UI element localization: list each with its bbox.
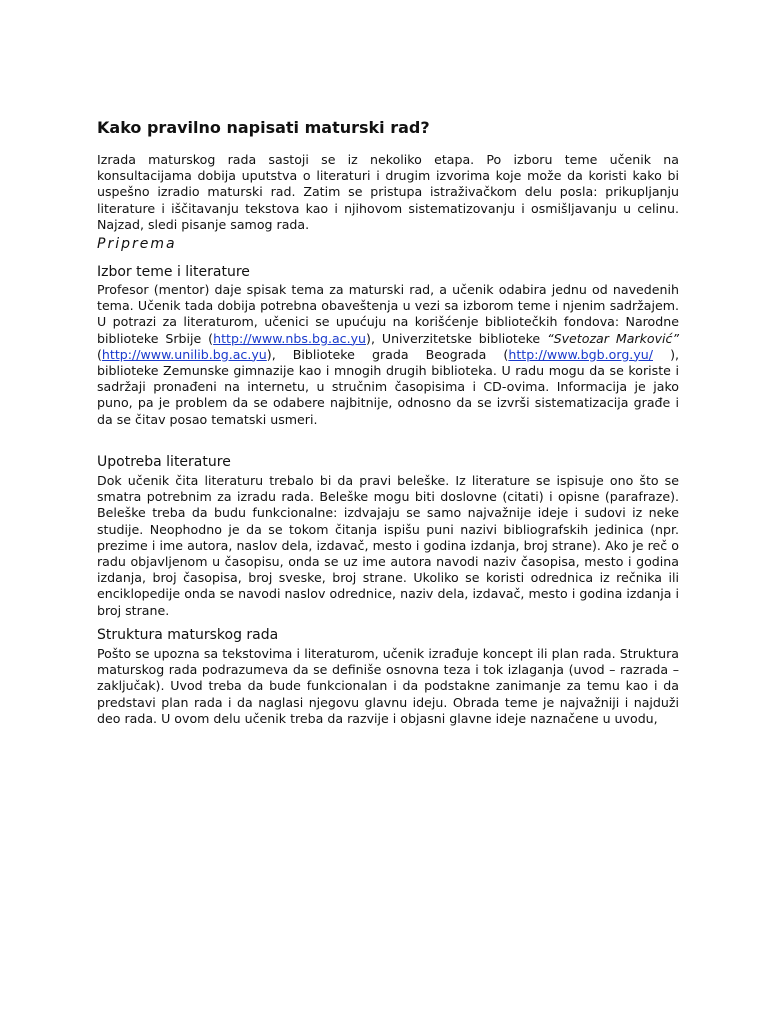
izbor-text-part5: ), biblioteke Zemunske gimnazije kao i mnogih drugih biblioteka. U radu mogu da se koriste i sadržaji pronađeni na internetu, u stručnim časopisima i CD-ovima. Informacija je jako puno, pa je problem da se odabere najbitnije, odnosno da se izvrši sistematizacija građe i da se čitav posao tematski usmeri. (97, 346, 679, 427)
link-unilib[interactable]: http://www.unilib.bg.ac.yu (101, 346, 267, 362)
struktura-paragraph: Pošto se upozna sa tekstovima i literaturom, učenik izrađuje koncept ili plan rada. Struktura maturskog rada podrazumeva da se definiše osnovna teza i tok izlaganja (uvod – razrada – zaključak). Uvod treba da bude funkcionalan i da podstakne zanimanje za temu kao i da predstavi plan rada i da naglasi njegovu glavnu ideju. Obrada teme je najvažniji i najduži deo rada. U ovom delu učenik treba da razvije i objasni glavne ideje naznačene u uvodu, (97, 646, 679, 726)
link-nbs[interactable]: http://www.nbs.bg.ac.yu (213, 330, 367, 346)
izbor-text-part2: ), Univerzitetske biblioteke (366, 330, 548, 346)
izbor-text-part4: ), Biblioteke grada Beograda ( (266, 346, 509, 362)
izbor-paragraph (97, 282, 679, 428)
heading-izbor-teme: Izbor teme i literature (97, 264, 250, 280)
izbor-block (97, 282, 679, 428)
struktura-block (97, 646, 679, 727)
upotreba-paragraph: Dok učenik čita literaturu trebalo bi da pravi beleške. Iz literature se ispisuje ono što se smatra potrebnim za izradu rada. Beleške mogu biti doslovne (citati) i opisne (parafraze). Beleške treba da budu funkcionalne: izdvajaju se samo najvažnije ideje i sudovi iz neke studije. Neophodno je da se tokom čitanja ispišu puni nazivi bibliografskih jedinica (npr. prezime i ime autora, naslov dela, izdavač, mesto i godina izdanja, broj strane). Ako je reč o radu objavljenom u časopisu, onda se uz ime autora navodi naziv časopisa, mesto i godina izdanja, broj časopisa, broj sveske, broj strane. Ukoliko se koristi odrednica iz rečnika ili enciklopedije onda se navodi naslov odrednice, naziv dela, izdavač, mesto i godina izdanja i broj strane. (97, 473, 679, 618)
izbor-text-part1: Profesor (mentor) daje spisak tema za maturski rad, a učenik odabira jednu od navedenih tema. Učenik tada dobija potrebna obaveštenja u vezi sa izborom teme i njenim sadržajem. U potrazi za literaturom, učenici se upućuju na korišćenje bibliotečkih fondova: Narodne biblioteke Srbije ( (97, 282, 679, 346)
intro-block (97, 152, 679, 233)
intro-paragraph: Izrada maturskog rada sastoji se iz nekoliko etapa. Po izboru teme učenik na konsultacijama dobija uputstva o literaturi i drugim izvorima koje može da koristi kako bi uspešno izradio maturski rad. Zatim se pristupa istraživačkom delu posla: prikupljanju literature i iščitavanju tekstova kao i njihovom sistematizovanju i osmišljavanju u celinu. Najzad, sledi pisanje samog rada. (97, 152, 679, 232)
upotreba-block (97, 473, 679, 619)
section-heading-priprema: Priprema (97, 236, 177, 252)
heading-struktura: Struktura maturskog rada (97, 627, 279, 643)
page-title: Kako pravilno napisati maturski rad? (97, 118, 430, 137)
library-name-svetozar: “Svetozar Marković” (547, 330, 679, 346)
izbor-text-part3: ( (97, 346, 102, 362)
link-bgb[interactable]: http://www.bgb.org.yu/ (508, 346, 653, 362)
heading-upotreba-literature: Upotreba literature (97, 454, 231, 470)
